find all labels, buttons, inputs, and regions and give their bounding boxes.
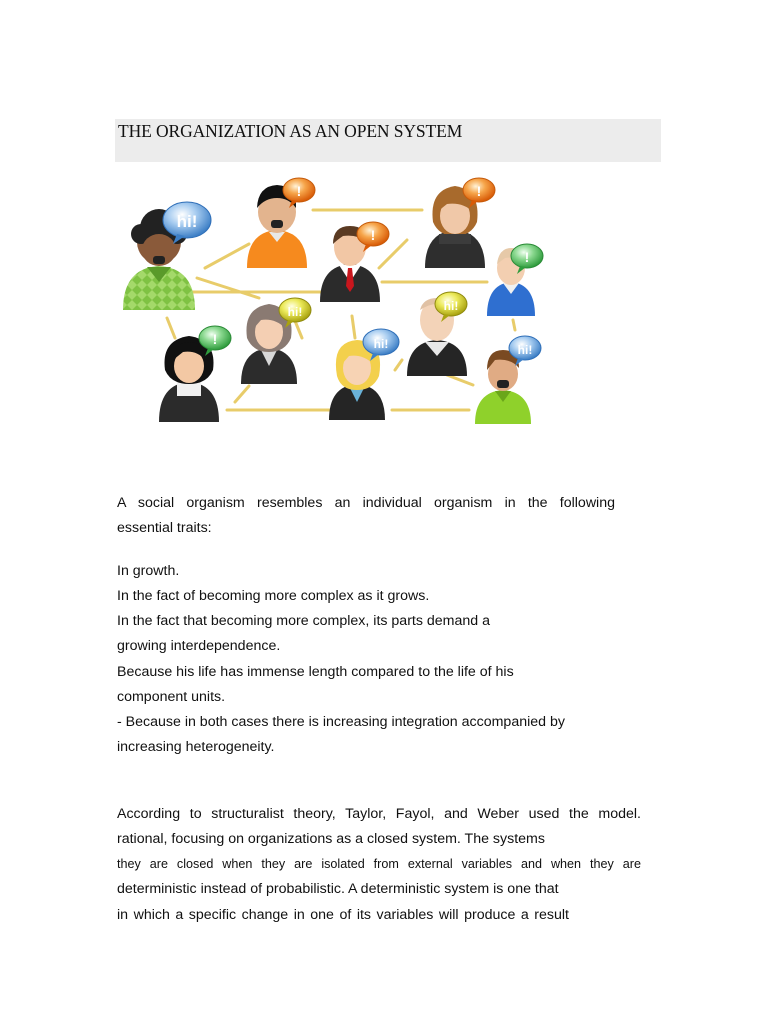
title-band xyxy=(115,119,661,162)
bubble-text: ! xyxy=(212,331,218,347)
bubble-text: hi! xyxy=(287,305,303,319)
trait-line: In the fact of becoming more complex as it grows. xyxy=(117,588,430,604)
trait-line: Because his life has immense length compared to the life of his xyxy=(117,664,514,680)
person-lime-shirt xyxy=(475,350,531,424)
bubble-text: ! xyxy=(370,227,376,243)
structuralist-line: rational, focusing on organizations as a closed system. The systems xyxy=(117,831,545,847)
trait-line: - Because in both cases there is increasing integration accompanied by xyxy=(117,714,565,730)
bubble-text: ! xyxy=(524,249,530,265)
structuralist-line: According to structuralist theory, Taylor, Fayol, and Weber used the model. xyxy=(117,806,641,822)
bubble-text: hi! xyxy=(373,337,389,351)
structuralist-line: in which a specific change in one of its variables will produce a result xyxy=(117,907,569,923)
people-network-illustration xyxy=(117,170,557,432)
bubble-text: hi! xyxy=(176,212,198,231)
bubble-text: hi! xyxy=(517,343,533,357)
intro-line: essential traits: xyxy=(117,520,212,536)
bubble-text: ! xyxy=(296,183,302,199)
trait-line: In growth. xyxy=(117,563,180,579)
page-title: THE ORGANIZATION AS AN OPEN SYSTEM xyxy=(118,121,463,141)
trait-line: increasing heterogeneity. xyxy=(117,739,275,755)
structuralist-line: they are closed when they are isolated from external variables and when they are xyxy=(117,857,641,871)
bubble-text: ! xyxy=(476,183,482,199)
bubble-text: hi! xyxy=(443,299,459,313)
trait-line: growing interdependence. xyxy=(117,638,281,654)
intro-line: A social organism resembles an individual organism in the following xyxy=(117,495,615,511)
trait-line: component units. xyxy=(117,689,226,705)
trait-line: In the fact that becoming more complex, its parts demand a xyxy=(117,613,491,629)
structuralist-line: deterministic instead of probabilistic. A deterministic system is one that xyxy=(117,881,559,897)
